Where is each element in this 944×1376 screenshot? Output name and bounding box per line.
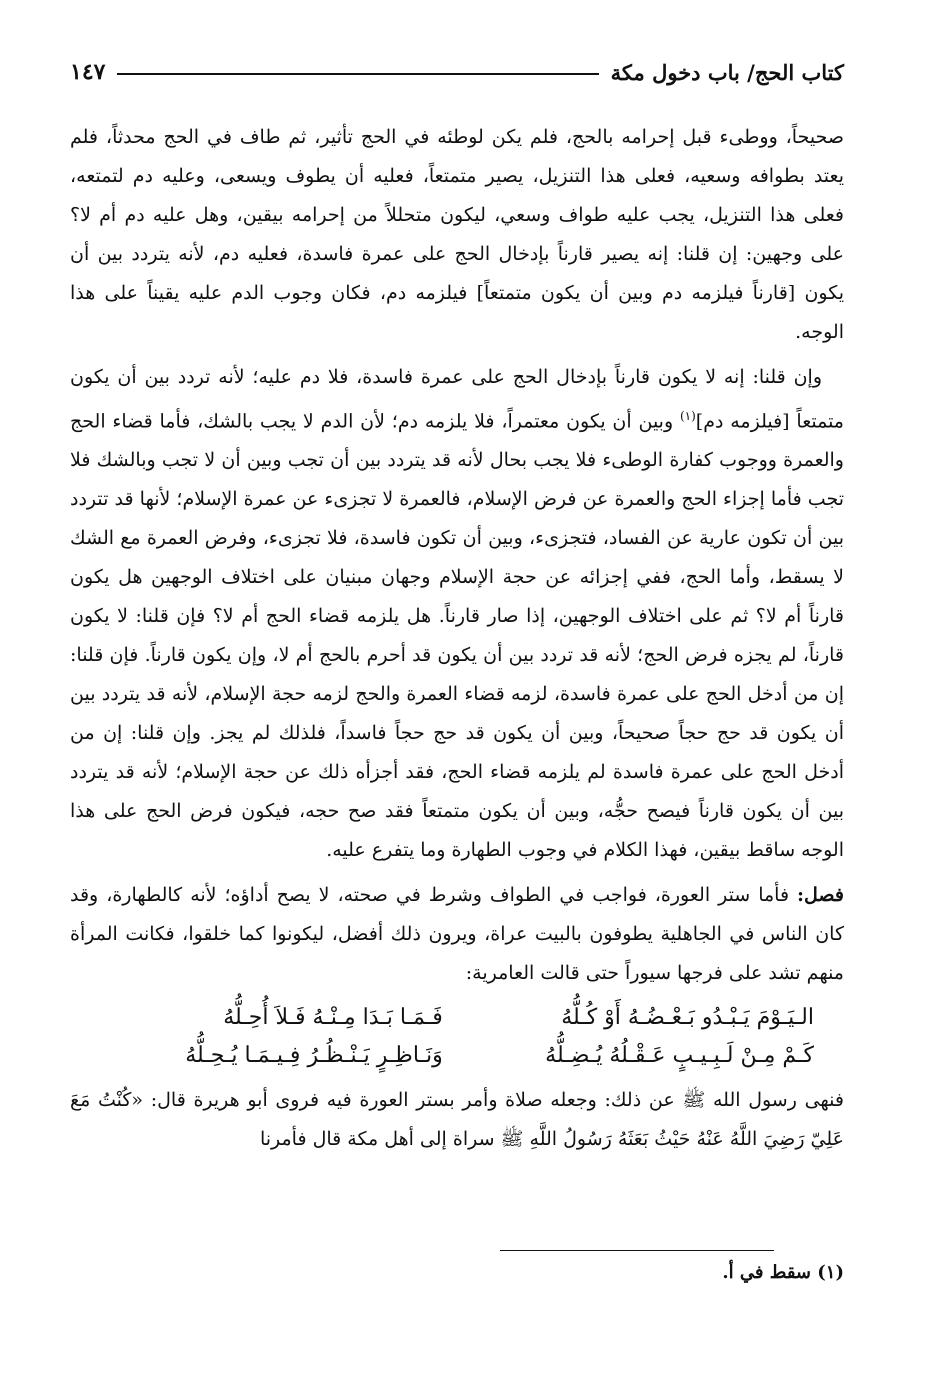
- paragraph-2: [70, 358, 844, 870]
- book-page: [70, 50, 844, 1165]
- body-text: [70, 118, 844, 1159]
- fasl-label: فصل:: [797, 884, 844, 907]
- page-number: ١٤٧: [70, 59, 106, 85]
- closing-paragraph: فنهى رسول الله ﷺ عن ذلك: وجعله صلاة وأمر بستر العورة فيه فروى أبو هريرة قال: «كُنْتُ مَعَ عَلِيّ رَضِيَ اللَّهُ عَنْهُ حَيْثُ بَعَثَهُ رَسُولُ اللَّهِ ﷺ سراة إلى أهل مكة قال فأمرنا: [70, 1089, 844, 1151]
- page-header: [70, 50, 844, 94]
- poem-verse-2: [70, 1037, 844, 1075]
- hemistich-left: وَنَـاظِـرٍ يَـنْـظُـرُ فِـيـمَـا يُـحِـلُّهُ: [185, 1043, 443, 1069]
- poem: [70, 999, 844, 1075]
- hemistich-left: فَـمَـا بَـدَا مِـنْـهُ فَـلاَ أُحِـلُّهُ: [223, 1005, 443, 1031]
- fasl-paragraph: [70, 876, 844, 993]
- footnote-reference: (١): [679, 409, 696, 423]
- running-title: كتاب الحج/ باب دخول مكة: [610, 59, 844, 85]
- paragraph-1: صحيحاً، ووطىء قبل إحرامه بالحج، فلم يكن لوطئه في الحج تأثير، ثم طاف في الحج محدثاً، فلم يعتد بطوافه وسعيه، فعلى هذا التنزيل، يصير متمتعاً، فعليه أن يطوف ويسعى، وعليه دم لتمتعه، فعلى هذا التنزيل، يجب عليه طواف وسعي، ليكون متحللاً من إحرامه بيقين، وهل عليه دم أم لا؟ على وجهين: إن قلنا: إنه يصير قارناً بإدخال الحج على عمرة فاسدة، فعليه دم، لأنه يتردد بين أن يكون [قارناً فيلزمه دم وبين أن يكون متمتعاً] فيلزمه دم، فكان وجوب الدم عليه يقيناً على هذا الوجه.: [70, 126, 844, 343]
- paragraph-2-part-2: وبين أن يكون معتمراً، فلا يلزمه دم؛ لأن الدم لا يجب بالشك، فأما قضاء الحج والعمرة ووجوب كفارة الوطىء فلا يجب بحال لأنه قد يتردد بين أن تجب وبين أن لا تجب وبالشك فلا تجب فأما إجزاء الحج والعمرة عن فرض الإسلام، فالعمرة لا تجزىء عن عمرة الإسلام؛ لأنها قد تتردد بين أن تكون عارية عن الفساد، فتجزىء، وبين أن تكون فاسدة، فلا تجزىء، وفرض العمرة مع الشك لا يسقط، وأما الحج، ففي إجزائه عن حجة الإسلام وجهان مبنيان على اختلاف الوجهين هل يكون قارناً أم لا؟ ثم على اختلاف الوجهين، إذا صار قارناً. هل يلزمه قضاء الحج أم لا؟ فإن قلنا: لا يكون قارناً، لم يجزه فرض الحج؛ لأنه قد تردد بين أن يكون قد أحرم بالحج أم لا، وإن يكون قارناً. فإن قلنا: إن من أدخل الحج على عمرة فاسدة، لزمه قضاء العمرة والحج لزمه حجة الإسلام، لأنه قد يتردد بين أن يكون قد حج حجاً صحيحاً، وبين أن يكون قد حج حجاً فاسداً، فلذلك لم يجز. وإن قلنا: إن من أدخل الحج على عمرة فاسدة لم يلزمه قضاء الحج، فقد أجزأه ذلك عن حجة الإسلام؛ لأنه قد يتردد بين أن يكون قارناً فيصح حجُّه، وبين أن يكون متمتعاً فقد صح حجه، فيكون فرض الحج على هذا الوجه ساقط بيقين، فهذا الكلام في وجوب الطهارة وما يتفرع عليه.: [70, 410, 844, 862]
- footnote-rule: [500, 1250, 774, 1251]
- hemistich-right: الـيَـوْمَ يَـبْـدُو بَـعْـضُـهُ أَوْ كُـلُّهُ: [561, 1005, 814, 1031]
- poem-verse-1: [70, 999, 844, 1037]
- fasl-text: فأما ستر العورة، فواجب في الطواف وشرط في صحته، لا يصح أداؤه؛ لأنه كالطهارة، وقد كان الناس في الجاهلية يطوفون بالبيت عراة، ويرون ذلك أفضل، ليكونوا كما خلقوا، فكانت المرأة منهم تشد على فرجها سيوراً حتى قالت العامرية:: [70, 884, 844, 985]
- hemistich-right: كَـمْ مِـنْ لَـبِـيـبٍ عَـقْـلُهُ يُـضِـلُّهُ: [545, 1043, 814, 1069]
- footnote: (١) سقط في أ.: [722, 1262, 844, 1283]
- paragraph-2-part-1: وإن قلنا: إنه لا يكون قارناً بإدخال الحج على عمرة فاسدة، فلا دم عليه؛ لأنه تردد بين أن يكون متمتعاً [فيلزمه دم]: [70, 366, 844, 433]
- header-rule: [117, 73, 598, 75]
